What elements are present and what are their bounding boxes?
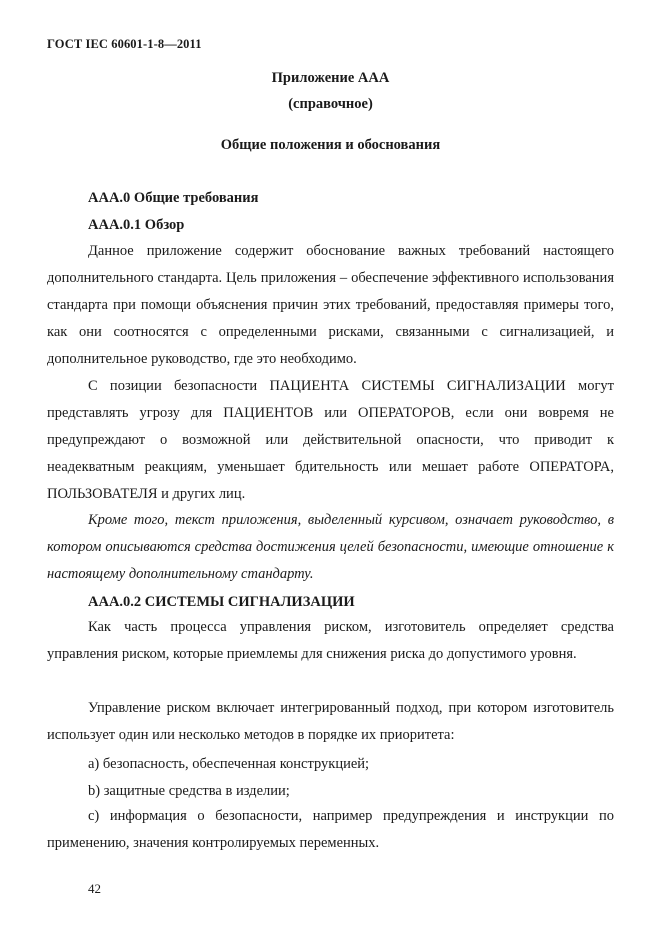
list-item-c: с) информация о безопасности, например предупреждения и инструкции по применению, значения контролируемых переменных. bbox=[47, 808, 614, 851]
section-heading-aaa02: ААА.0.2 СИСТЕМЫ СИГНАЛИЗАЦИИ bbox=[88, 594, 355, 610]
list-item-a: а) безопасность, обеспеченная конструкцией; bbox=[88, 756, 370, 772]
section-heading-aaa0: ААА.0 Общие требования bbox=[88, 190, 259, 206]
paragraph-risk-control: Как часть процесса управления риском, изготовитель определяет средства управления риском, которые приемлемы для снижения риска до допустимого уровня. bbox=[47, 619, 614, 662]
page-number: 42 bbox=[88, 881, 101, 896]
list-item-b: b) защитные средства в изделии; bbox=[88, 783, 290, 799]
annex-subtitle: (справочное) bbox=[288, 96, 373, 112]
paragraph-risk-management: Управление риском включает интегрированный подход, при котором изготовитель использует один или несколько методов в порядке их приоритета: bbox=[47, 700, 614, 743]
document-header: ГОСТ IEC 60601-1-8—2011 bbox=[47, 37, 202, 51]
paragraph-overview: Данное приложение содержит обоснование важных требований настоящего дополнительного стандарта. Цель приложения – обеспечение эффективного использования стандарта при помощи объяснения причин этих требований, предоставляя примеры того, как они соотносятся с определенными рисками, связанными с сигнализацией, и дополнительное руководство, где это необходимо. bbox=[47, 243, 614, 367]
section-heading-aaa01: ААА.0.1 Обзор bbox=[88, 217, 185, 233]
annex-heading: Общие положения и обоснования bbox=[220, 137, 441, 153]
paragraph-safety: С позиции безопасности ПАЦИЕНТА СИСТЕМЫ СИГНАЛИЗАЦИИ могут представлять угрозу для ПАЦИЕНТОВ или ОПЕРАТОРОВ, если они вовремя не предупреждают о возможной или действительной опасности, что приводит к неадекватным реакциям, уменьшает бдительность или мешает работе ОПЕРАТОРА, ПОЛЬЗОВАТЕЛЯ и других лиц. bbox=[47, 378, 614, 502]
paragraph-italic-note: Кроме того, текст приложения, выделенный курсивом, означает руководство, в котором описываются средства достижения целей безопасности, имеющие отношение к настоящему дополнительному стандарту. bbox=[47, 512, 614, 582]
annex-title: Приложение ААА bbox=[271, 70, 390, 86]
